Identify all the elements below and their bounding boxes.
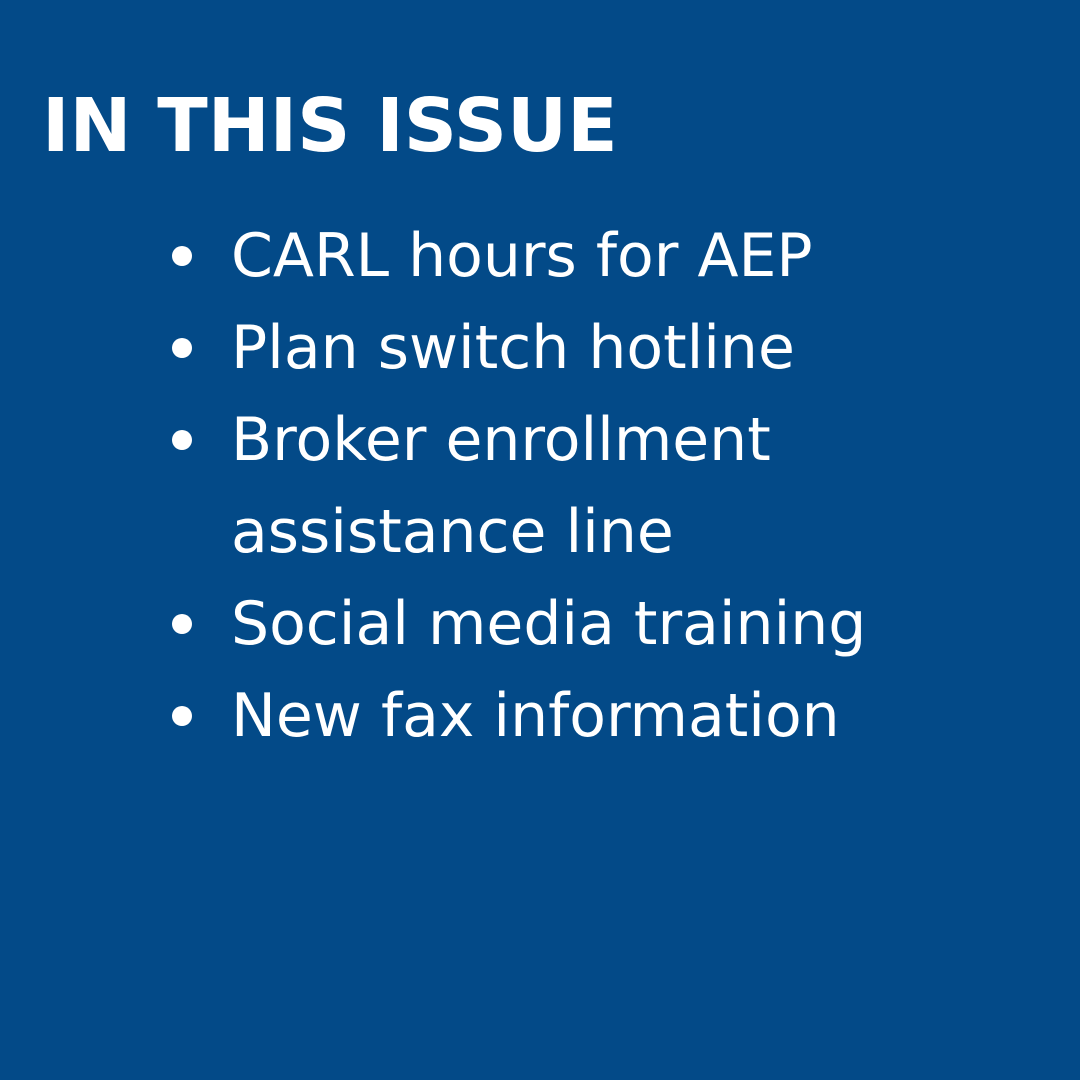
list-item	[0, 210, 1080, 302]
bullet-icon	[172, 706, 192, 726]
list-item-text: Plan switch hotline	[231, 313, 795, 383]
page-title: IN THIS ISSUE	[42, 83, 618, 169]
list-item	[0, 578, 1080, 670]
list-item	[0, 670, 1080, 762]
list-item-text: CARL hours for AEP	[231, 221, 813, 291]
bullet-icon	[172, 614, 192, 634]
list-item	[0, 302, 1080, 394]
list-item	[0, 394, 1080, 578]
list-item-text: Broker enrollment	[231, 405, 771, 475]
bullet-icon	[172, 338, 192, 358]
issue-list	[0, 210, 1080, 762]
list-item-text: New fax information	[231, 681, 840, 751]
list-item-text: Social media training	[231, 589, 867, 659]
bullet-icon	[172, 430, 192, 450]
list-item-text-continued: assistance line	[231, 497, 674, 567]
bullet-icon	[172, 246, 192, 266]
